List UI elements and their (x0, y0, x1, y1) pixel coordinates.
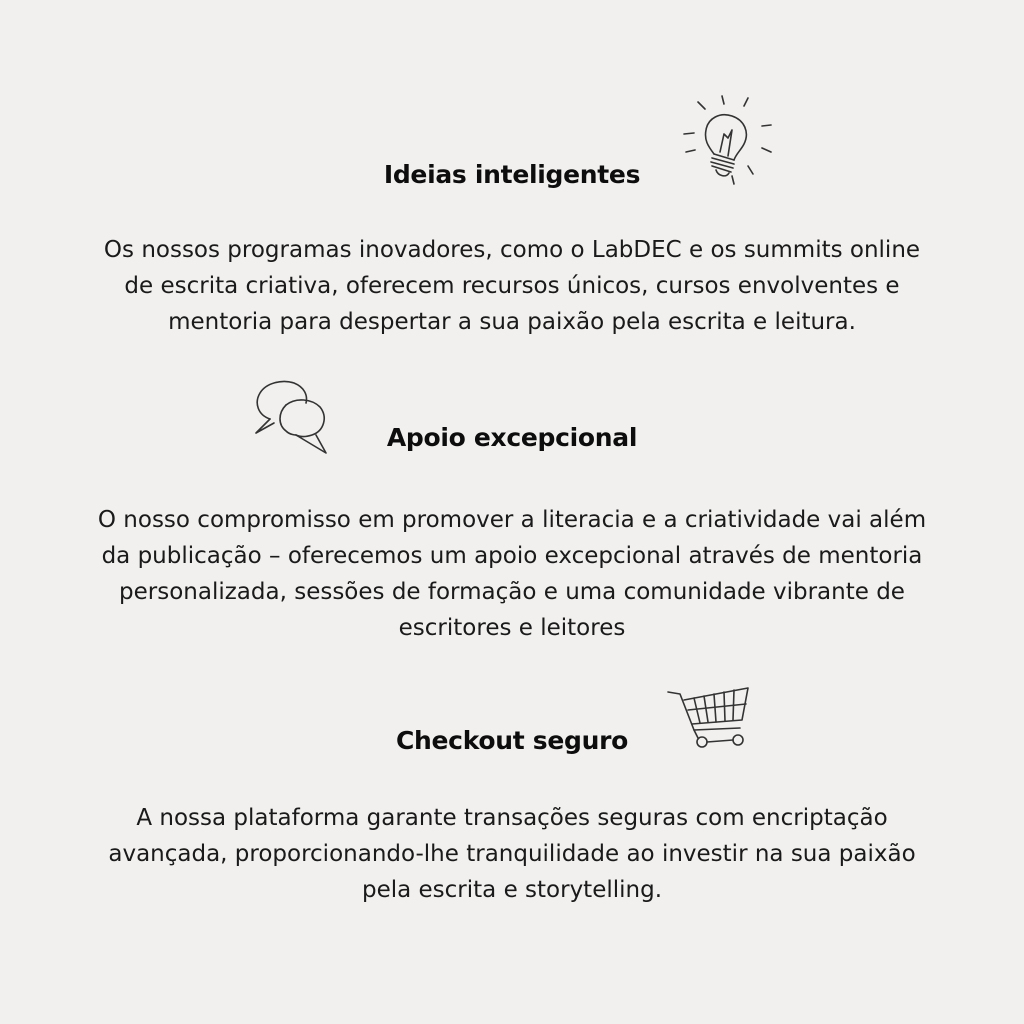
shopping-cart-icon (664, 684, 754, 756)
section-body-checkout-seguro: A nossa plataforma garante transações seguras com encriptação avançada, proporcionando-lhe tranquilidade ao investir na sua paixão pela escrita e storytelling. (108, 805, 916, 903)
section-title-apoio-excepcional: Apoio excepcional (386, 423, 638, 452)
section-title-ideias-inteligentes: Ideias inteligentes (383, 160, 641, 189)
section-body-apoio-excepcional: O nosso compromisso em promover a literacia e a criatividade vai além da publicação – oferecemos um apoio excepcional através de mentoria personalizada, sessões de formação e uma comunidade vibrante de escritores e leitores (97, 507, 927, 641)
lightbulb-icon (678, 90, 778, 190)
section-body-ideias-inteligentes: Os nossos programas inovadores, como o LabDEC e os summits online de escrita criativa, oferecem recursos únicos, cursos envolventes e mentoria para despertar a sua paixão pela escrita e leitura. (103, 237, 921, 335)
section-title-checkout-seguro: Checkout seguro (395, 726, 629, 755)
